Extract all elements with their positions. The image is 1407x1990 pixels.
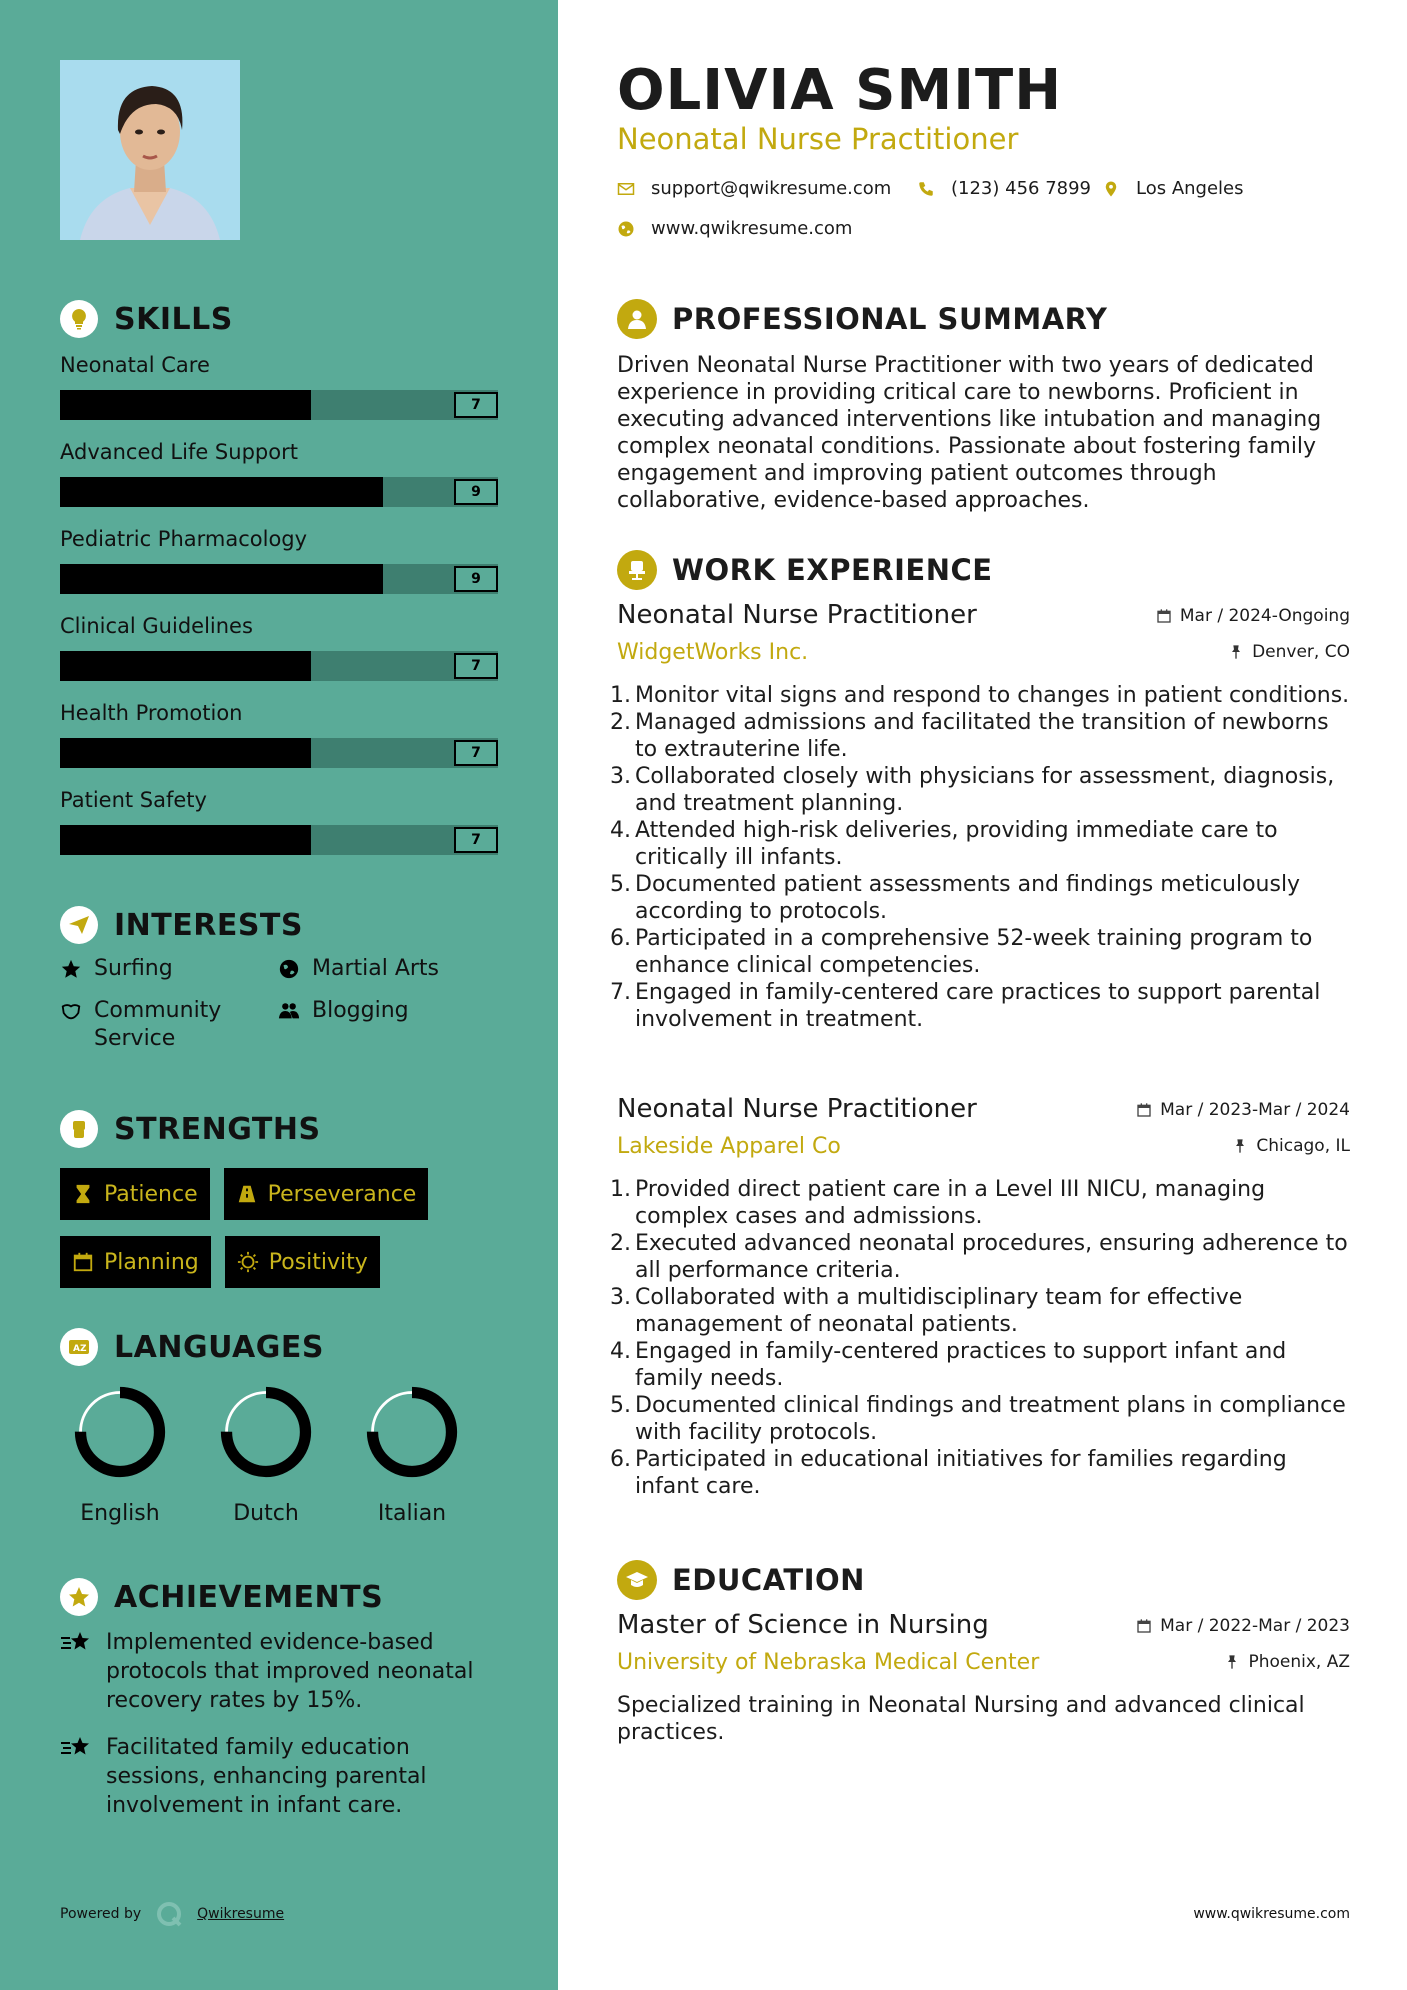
experience-heading: [617, 550, 993, 590]
language-icon: [60, 1328, 98, 1366]
qwikresume-logo-icon: [155, 1900, 183, 1928]
bullet-number: 6.: [610, 1447, 631, 1472]
bullet-text: Collaborated closely with physicians for assessment, diagnosis, and treatment planning.: [635, 764, 1335, 816]
language-ring: [73, 1385, 167, 1479]
job-company: Lakeside Apparel Co: [617, 1134, 841, 1159]
skill-bar: [60, 564, 498, 594]
achievements-list: [60, 1628, 500, 1838]
interest-label: Martial Arts: [312, 956, 440, 981]
powered-by-link[interactable]: Qwikresume: [197, 1906, 285, 1922]
education-location: [1224, 1652, 1350, 1672]
job-bullet: [610, 1284, 1350, 1338]
skill-bar-fill: [60, 477, 383, 507]
interests-list: [60, 955, 500, 1053]
job-bullet: [610, 1446, 1350, 1500]
website-text: www.qwikresume.com: [651, 218, 853, 239]
calendar-icon: [1156, 608, 1172, 624]
languages-heading: [60, 1328, 324, 1366]
job-bullet: [610, 979, 1350, 1033]
bullet-text: Managed admissions and facilitated the transition of newborns to extrauterine life.: [635, 710, 1329, 762]
language-item: [206, 1385, 326, 1526]
hourglass-icon: [72, 1183, 94, 1205]
job-location-text: Chicago, IL: [1256, 1136, 1350, 1156]
bullet-number: 2.: [610, 1231, 631, 1256]
bullet-number: 4.: [610, 818, 631, 843]
achievement-text: Facilitated family education sessions, enhancing parental involvement in infant care.: [106, 1735, 427, 1818]
pushpin-icon: [1228, 644, 1244, 660]
interests-heading: [60, 906, 303, 944]
skills-list: [60, 350, 500, 872]
calendar-icon: [72, 1251, 94, 1273]
skill-level: 9: [454, 566, 498, 592]
interest-label: Blogging: [312, 998, 409, 1023]
education-date-text: Mar / 2022-Mar / 2023: [1160, 1616, 1350, 1636]
skill-item: [60, 524, 500, 611]
skill-bar-fill: [60, 825, 311, 855]
bullet-text: Executed advanced neonatal procedures, ensuring adherence to all performance criteria.: [635, 1231, 1348, 1283]
email-text: support@qwikresume.com: [651, 178, 892, 199]
bullet-text: Attended high-risk deliveries, providing immediate care to critically ill infants.: [635, 818, 1278, 870]
summary-text: Driven Neonatal Nurse Practitioner with two years of dedicated experience in providing critical care to newborns. Proficient in executing advanced interventions like intubation and managing complex neonatal conditions. Passionate about fostering family engagement and improving patient outcomes through collaborative, evidence-based approaches.: [617, 353, 1322, 513]
profile-photo: [60, 60, 240, 240]
strength-tag: [60, 1236, 211, 1288]
interest-label: Surfing: [94, 956, 173, 981]
job-bullet: [610, 682, 1350, 709]
job-location: [1228, 642, 1350, 662]
users-icon: [278, 1000, 300, 1022]
job-bullet: [610, 817, 1350, 871]
education-description: Specialized training in Neonatal Nursing and advanced clinical practices.: [617, 1693, 1305, 1745]
job-bullet: [610, 1176, 1350, 1230]
sidebar: [0, 0, 558, 1990]
interest-item: [60, 997, 278, 1053]
road-icon: [236, 1183, 258, 1205]
experience-title: WORK EXPERIENCE: [672, 553, 993, 587]
education-date: [1136, 1616, 1350, 1636]
interest-label: Community Service: [94, 998, 222, 1051]
bullet-number: 4.: [610, 1339, 631, 1364]
school-name: University of Nebraska Medical Center: [617, 1650, 1040, 1675]
skill-label: Health Promotion: [60, 701, 243, 725]
globe-icon: [278, 958, 300, 980]
envelope-icon: [617, 180, 635, 198]
bullet-text: Monitor vital signs and respond to changes in patient conditions.: [635, 683, 1350, 708]
bullet-text: Engaged in family-centered practices to support infant and family needs.: [635, 1339, 1287, 1391]
skill-label: Advanced Life Support: [60, 440, 298, 464]
bullet-text: Provided direct patient care in a Level III NICU, managing complex cases and admissions.: [635, 1177, 1266, 1229]
bullet-text: Participated in a comprehensive 52-week training program to enhance clinical competencies.: [635, 926, 1313, 978]
job-bullet: [610, 1392, 1350, 1446]
skill-item: [60, 437, 500, 524]
svg-text:Z: Z: [80, 1344, 87, 1354]
job-bullet: [610, 871, 1350, 925]
job-company: WidgetWorks Inc.: [617, 640, 809, 665]
paper-plane-icon: [60, 906, 98, 944]
skill-level: 9: [454, 479, 498, 505]
bullet-number: 5.: [610, 1393, 631, 1418]
shooting-star-icon: [60, 1630, 92, 1658]
achievement-item: [60, 1733, 500, 1820]
user-icon: [617, 299, 657, 339]
candidate-name: OLIVIA SMITH: [617, 58, 1063, 123]
star-badge-icon: [60, 1578, 98, 1616]
handshake-icon: [60, 1000, 82, 1022]
svg-text:A: A: [73, 1344, 80, 1354]
languages-title: LANGUAGES: [114, 1329, 324, 1365]
education-location-text: Phoenix, AZ: [1248, 1652, 1350, 1672]
achievements-title: ACHIEVEMENTS: [114, 1579, 384, 1615]
job-title: Neonatal Nurse Practitioner: [617, 1094, 977, 1124]
skill-label: Clinical Guidelines: [60, 614, 253, 638]
bullet-text: Collaborated with a multidisciplinary team for effective management of neonatal patients.: [635, 1285, 1243, 1337]
strengths-title: STRENGTHS: [114, 1111, 321, 1147]
achievement-text: Implemented evidence-based protocols that improved neonatal recovery rates by 15%.: [106, 1630, 474, 1713]
summary-title: PROFESSIONAL SUMMARY: [672, 302, 1108, 336]
phone-text: (123) 456 7899: [951, 178, 1092, 199]
skill-label: Patient Safety: [60, 788, 207, 812]
phone-icon: [917, 180, 935, 198]
bullet-number: 7.: [610, 980, 631, 1005]
interest-item: [278, 955, 498, 983]
job-bullets: [610, 1176, 1350, 1500]
pushpin-icon: [1224, 1654, 1240, 1670]
skill-bar: [60, 390, 498, 420]
job-bullet: [610, 1230, 1350, 1284]
interest-item: [60, 955, 278, 983]
job-date: [1136, 1100, 1350, 1120]
language-label: English: [80, 1501, 160, 1526]
skill-bar-fill: [60, 738, 311, 768]
bullet-number: 3.: [610, 1285, 631, 1310]
calendar-icon: [1136, 1618, 1152, 1634]
job-bullets: [610, 682, 1350, 1033]
job-date-text: Mar / 2023-Mar / 2024: [1160, 1100, 1350, 1120]
job-bullet: [610, 709, 1350, 763]
skill-item: [60, 611, 500, 698]
strength-tag: [224, 1168, 429, 1220]
skill-level: 7: [454, 827, 498, 853]
skills-heading: [60, 300, 233, 338]
language-label: Italian: [377, 1501, 447, 1526]
language-item: [60, 1385, 180, 1526]
language-ring: [365, 1385, 459, 1479]
interest-item: [278, 997, 498, 1053]
bullet-text: Engaged in family-centered care practices to support parental involvement in treatment.: [635, 980, 1321, 1032]
skill-label: Pediatric Pharmacology: [60, 527, 308, 551]
education-title: EDUCATION: [672, 1563, 865, 1597]
skill-bar-fill: [60, 390, 311, 420]
sun-icon: [237, 1251, 259, 1273]
shooting-star-icon: [60, 1735, 92, 1763]
bullet-number: 1.: [610, 1177, 631, 1202]
contact-location: [1102, 178, 1244, 199]
star-icon: [60, 958, 82, 980]
strength-label: Perseverance: [267, 1181, 417, 1207]
bullet-number: 5.: [610, 872, 631, 897]
bullet-number: 1.: [610, 683, 631, 708]
pushpin-icon: [1232, 1138, 1248, 1154]
skill-item: [60, 698, 500, 785]
calendar-icon: [1136, 1102, 1152, 1118]
skill-level: 7: [454, 653, 498, 679]
strengths-heading: [60, 1110, 321, 1148]
candidate-role: Neonatal Nurse Practitioner: [617, 122, 1019, 156]
strength-label: Positivity: [268, 1249, 368, 1275]
location-text: Los Angeles: [1136, 178, 1244, 199]
job-bullet: [610, 925, 1350, 979]
strengths-list: [60, 1168, 500, 1288]
job-date-text: Mar / 2024-Ongoing: [1179, 606, 1350, 626]
contact-phone[interactable]: [917, 178, 1091, 199]
skill-item: [60, 785, 500, 872]
fist-icon: [60, 1110, 98, 1148]
education-heading: [617, 1560, 865, 1600]
skill-item: [60, 350, 500, 437]
achievements-heading: [60, 1578, 383, 1616]
summary-heading: [617, 299, 1107, 339]
map-pin-icon: [1102, 180, 1120, 198]
bullet-text: Documented patient assessments and findings meticulously according to protocols.: [635, 872, 1301, 924]
globe-icon: [617, 220, 635, 238]
skill-bar: [60, 825, 498, 855]
job-location: [1232, 1136, 1350, 1156]
graduation-cap-icon: [617, 1560, 657, 1600]
skill-bar-fill: [60, 564, 383, 594]
job-bullet: [610, 763, 1350, 817]
job-title: Neonatal Nurse Practitioner: [617, 600, 977, 630]
bullet-number: 3.: [610, 764, 631, 789]
briefcase-chair-icon: [617, 550, 657, 590]
skill-bar: [60, 651, 498, 681]
skill-level: 7: [454, 392, 498, 418]
degree-title: Master of Science in Nursing: [617, 1610, 989, 1640]
job-date: [1156, 606, 1350, 626]
lightbulb-icon: [60, 300, 98, 338]
powered-by: [60, 1900, 284, 1928]
skill-bar: [60, 738, 498, 768]
skill-label: Neonatal Care: [60, 353, 210, 377]
powered-by-label: Powered by: [60, 1906, 142, 1922]
footer-website[interactable]: www.qwikresume.com: [1193, 1906, 1350, 1922]
job-bullet: [610, 1338, 1350, 1392]
language-label: Dutch: [233, 1501, 299, 1526]
job-location-text: Denver, CO: [1252, 642, 1350, 662]
skills-title: SKILLS: [114, 301, 233, 337]
interests-title: INTERESTS: [114, 907, 303, 943]
bullet-text: Documented clinical findings and treatment plans in compliance with facility protocols.: [635, 1393, 1346, 1445]
language-ring: [219, 1385, 313, 1479]
contact-website[interactable]: [617, 218, 852, 239]
bullet-text: Participated in educational initiatives for families regarding infant care.: [635, 1447, 1287, 1499]
bullet-number: 2.: [610, 710, 631, 735]
skill-bar-fill: [60, 651, 311, 681]
achievement-item: [60, 1628, 500, 1715]
bullet-number: 6.: [610, 926, 631, 951]
skill-level: 7: [454, 740, 498, 766]
strength-label: Patience: [104, 1181, 198, 1207]
language-item: [352, 1385, 472, 1526]
contact-email[interactable]: [617, 178, 891, 199]
strength-tag: [225, 1236, 380, 1288]
strength-tag: [60, 1168, 210, 1220]
strength-label: Planning: [104, 1249, 199, 1275]
skill-bar: [60, 477, 498, 507]
